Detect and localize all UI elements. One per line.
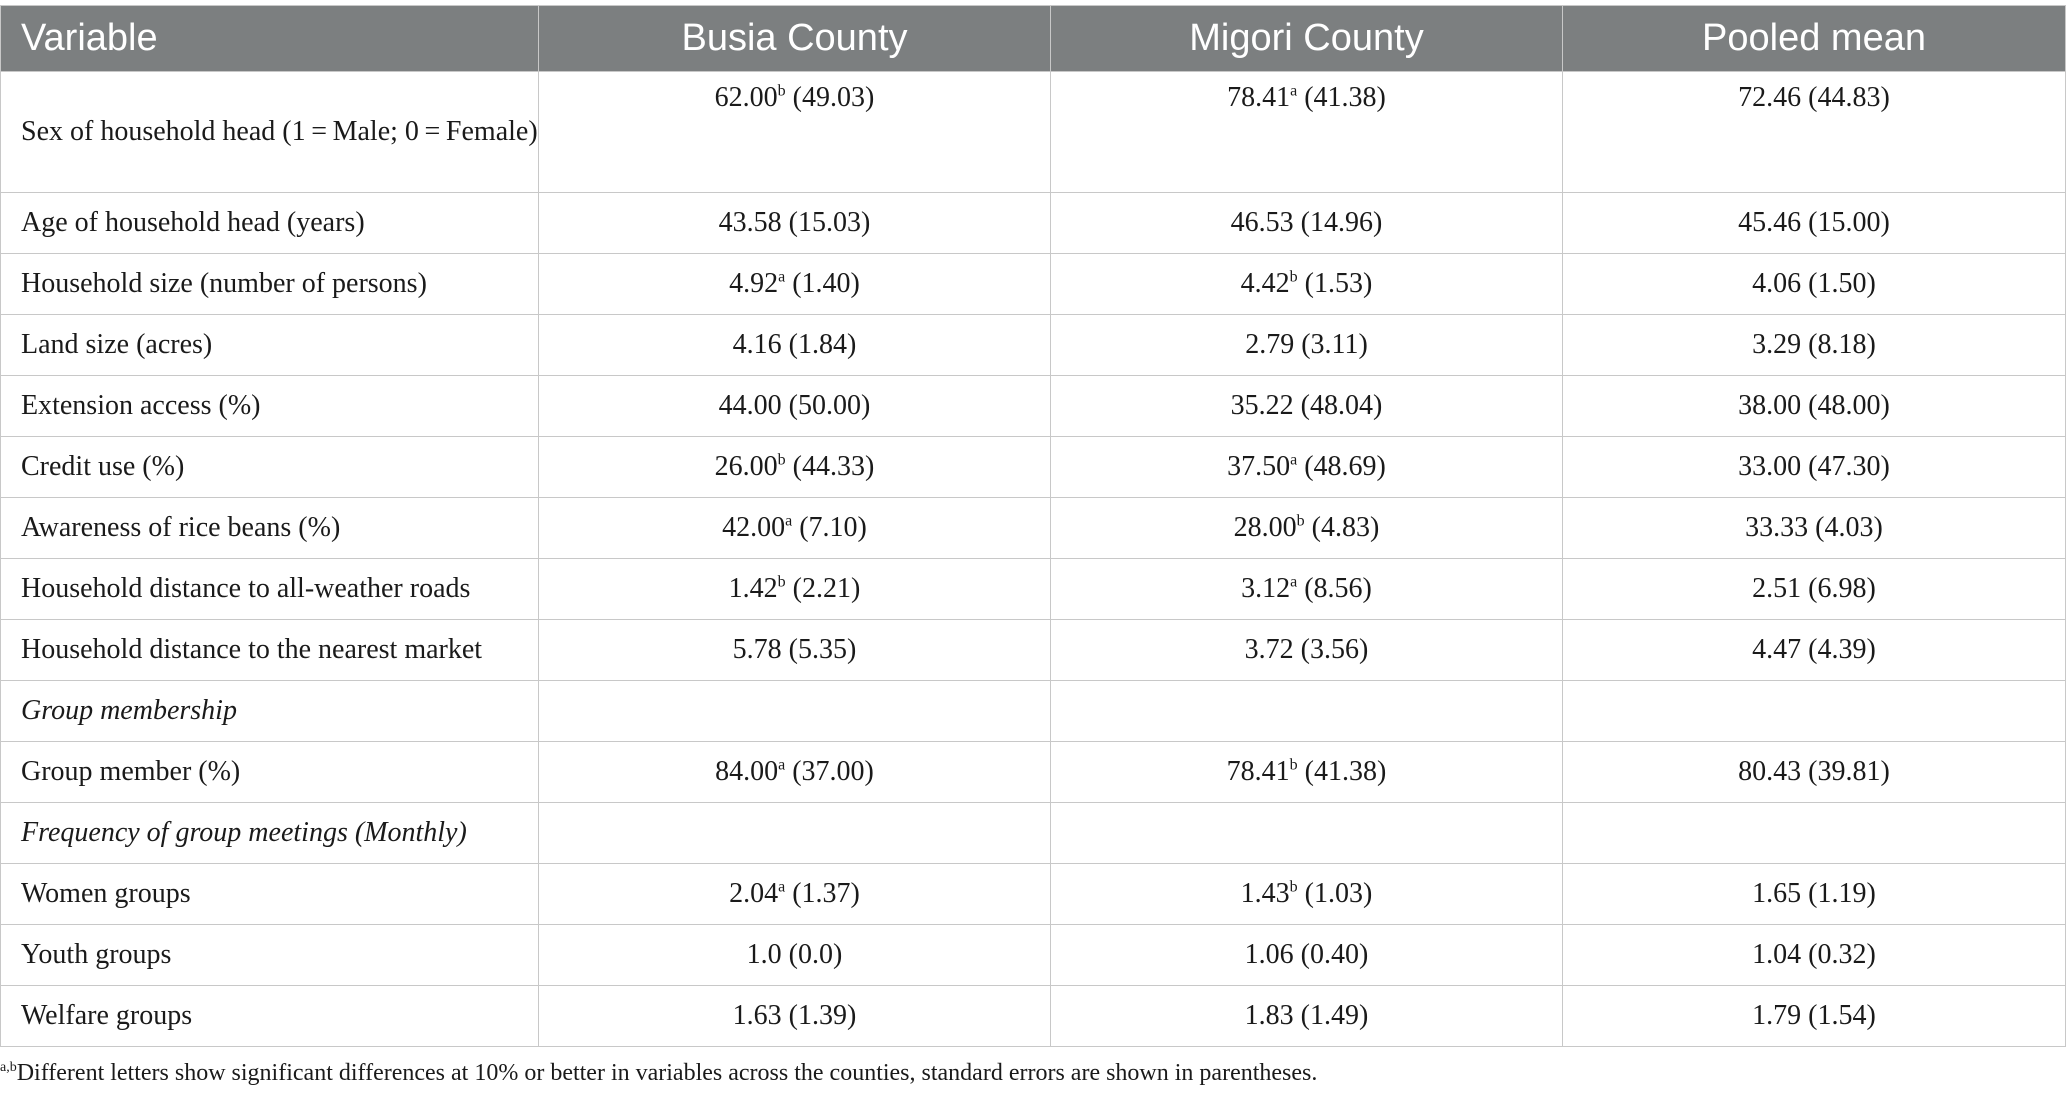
mean-value: 33.33 (1745, 512, 1809, 543)
migori-value-cell (1051, 925, 1563, 986)
migori-value-cell (1051, 193, 1563, 254)
significance-superscript: a (778, 268, 786, 286)
variable-label: Extension access (%) (1, 376, 539, 437)
significance-superscript: a (1290, 573, 1298, 591)
table-row (1, 986, 2066, 1047)
mean-value: 4.47 (1752, 634, 1802, 665)
busia-value-cell (539, 681, 1051, 742)
table-body (1, 72, 2066, 1047)
header-busia-county: Busia County (539, 6, 1051, 72)
standard-error: (41.38) (1297, 756, 1387, 787)
standard-error: (15.00) (1801, 207, 1890, 238)
mean-value: 28.00 (1233, 512, 1297, 543)
mean-value: 84.00 (715, 756, 779, 787)
section-row (1, 803, 2066, 864)
significance-superscript: b (1289, 756, 1298, 774)
mean-value: 1.43 (1240, 878, 1290, 909)
migori-value-cell (1051, 498, 1563, 559)
mean-value: 2.51 (1752, 573, 1802, 604)
busia-value-cell (539, 498, 1051, 559)
pooled-value-cell (1563, 437, 2066, 498)
standard-error: (4.39) (1801, 634, 1876, 665)
table-row (1, 498, 2066, 559)
mean-value: 1.0 (746, 939, 782, 970)
standard-error: (4.03) (1808, 512, 1883, 543)
mean-value: 1.65 (1752, 878, 1802, 909)
mean-value: 4.92 (729, 268, 779, 299)
table-row (1, 925, 2066, 986)
mean-value: 78.41 (1226, 756, 1290, 787)
standard-error: (3.11) (1294, 329, 1368, 360)
mean-value: 1.06 (1244, 939, 1294, 970)
variable-label: Credit use (%) (1, 437, 539, 498)
table-row (1, 620, 2066, 681)
busia-value-cell (539, 742, 1051, 803)
busia-value-cell (539, 437, 1051, 498)
mean-value: 38.00 (1738, 390, 1802, 421)
pooled-value-cell (1563, 986, 2066, 1047)
significance-superscript: b (777, 82, 786, 100)
busia-value-cell (539, 315, 1051, 376)
table-row (1, 315, 2066, 376)
standard-error: (3.56) (1293, 634, 1369, 665)
standard-error: (1.39) (781, 1000, 857, 1031)
busia-value-cell (539, 620, 1051, 681)
pooled-value-cell (1563, 681, 2066, 742)
mean-value: 33.00 (1738, 451, 1802, 482)
standard-error: (41.38) (1297, 82, 1386, 113)
pooled-value-cell (1563, 376, 2066, 437)
busia-value-cell (539, 925, 1051, 986)
table-row (1, 864, 2066, 925)
standard-error: (4.83) (1304, 512, 1380, 543)
table-row (1, 254, 2066, 315)
standard-error: (15.03) (781, 207, 871, 238)
migori-value-cell (1051, 376, 1563, 437)
mean-value: 35.22 (1230, 390, 1294, 421)
standard-error: (0.40) (1293, 939, 1369, 970)
mean-value: 1.04 (1752, 939, 1802, 970)
standard-error: (50.00) (781, 390, 871, 421)
pooled-value-cell (1563, 193, 2066, 254)
header-variable: Variable (1, 6, 539, 72)
busia-value-cell (539, 376, 1051, 437)
mean-value: 4.06 (1752, 268, 1802, 299)
standard-error: (1.37) (785, 878, 860, 909)
significance-superscript: a (778, 756, 786, 774)
standard-error: (48.04) (1293, 390, 1383, 421)
pooled-value-cell (1563, 864, 2066, 925)
mean-value: 78.41 (1227, 82, 1291, 113)
mean-value: 1.83 (1244, 1000, 1294, 1031)
variable-label: Sex of household head (1 = Male; 0 = Female) (1, 72, 539, 193)
variable-label: Group member (%) (1, 742, 539, 803)
section-label: Frequency of group meetings (Monthly) (1, 803, 539, 864)
mean-value: 43.58 (718, 207, 782, 238)
standard-error: (0.0) (781, 939, 843, 970)
mean-value: 3.29 (1752, 329, 1802, 360)
standard-error: (1.50) (1801, 268, 1876, 299)
table-row (1, 376, 2066, 437)
section-row (1, 681, 2066, 742)
table-header (1, 6, 2066, 72)
pooled-value-cell (1563, 254, 2066, 315)
standard-error: (1.54) (1801, 1000, 1876, 1031)
busia-value-cell (539, 559, 1051, 620)
variable-label: Women groups (1, 864, 539, 925)
migori-value-cell (1051, 315, 1563, 376)
mean-value: 2.79 (1245, 329, 1295, 360)
busia-value-cell (539, 864, 1051, 925)
significance-superscript: a (785, 512, 793, 530)
mean-value: 1.63 (732, 1000, 782, 1031)
mean-value: 44.00 (718, 390, 782, 421)
migori-value-cell (1051, 986, 1563, 1047)
pooled-value-cell (1563, 742, 2066, 803)
footnote-marker: a,b (0, 1060, 17, 1075)
busia-value-cell (539, 193, 1051, 254)
variable-label: Awareness of rice beans (%) (1, 498, 539, 559)
standard-error: (44.33) (785, 451, 875, 482)
table-row (1, 559, 2066, 620)
significance-superscript: b (777, 573, 786, 591)
table-row (1, 72, 2066, 193)
pooled-value-cell (1563, 498, 2066, 559)
migori-value-cell (1051, 559, 1563, 620)
migori-value-cell (1051, 803, 1563, 864)
variable-label: Welfare groups (1, 986, 539, 1047)
variable-label: Land size (acres) (1, 315, 539, 376)
standard-error: (47.30) (1801, 451, 1890, 482)
standard-error: (48.00) (1801, 390, 1890, 421)
significance-superscript: a (778, 878, 786, 896)
standard-error: (1.19) (1801, 878, 1876, 909)
standard-error: (49.03) (785, 82, 875, 113)
mean-value: 26.00 (714, 451, 778, 482)
pooled-value-cell (1563, 803, 2066, 864)
variable-label: Household distance to the nearest market (1, 620, 539, 681)
standard-error: (5.35) (781, 634, 857, 665)
mean-value: 42.00 (722, 512, 786, 543)
standard-error: (8.56) (1297, 573, 1372, 604)
standard-error: (14.96) (1293, 207, 1383, 238)
header-migori-county: Migori County (1051, 6, 1563, 72)
mean-value: 2.04 (729, 878, 779, 909)
migori-value-cell (1051, 437, 1563, 498)
standard-error: (37.00) (785, 756, 874, 787)
mean-value: 37.50 (1227, 451, 1291, 482)
busia-value-cell (539, 803, 1051, 864)
migori-value-cell (1051, 742, 1563, 803)
pooled-value-cell (1563, 315, 2066, 376)
mean-value: 1.42 (728, 573, 778, 604)
significance-superscript: a (1290, 82, 1298, 100)
mean-value: 80.43 (1738, 756, 1802, 787)
summary-statistics-table (0, 5, 2066, 1047)
mean-value: 72.46 (1738, 82, 1802, 113)
mean-value: 4.16 (732, 329, 782, 360)
standard-error: (1.40) (785, 268, 860, 299)
table-row (1, 437, 2066, 498)
standard-error: (0.32) (1801, 939, 1876, 970)
busia-value-cell (539, 72, 1051, 193)
mean-value: 3.72 (1244, 634, 1294, 665)
mean-value: 1.79 (1752, 1000, 1802, 1031)
standard-error: (6.98) (1801, 573, 1876, 604)
busia-value-cell (539, 986, 1051, 1047)
mean-value: 45.46 (1738, 207, 1802, 238)
table-row (1, 742, 2066, 803)
migori-value-cell (1051, 864, 1563, 925)
migori-value-cell (1051, 72, 1563, 193)
section-label: Group membership (1, 681, 539, 742)
standard-error: (1.53) (1297, 268, 1373, 299)
migori-value-cell (1051, 681, 1563, 742)
pooled-value-cell (1563, 620, 2066, 681)
significance-superscript: b (777, 451, 786, 469)
standard-error: (44.83) (1801, 82, 1890, 113)
significance-superscript: b (1289, 878, 1298, 896)
header-row (1, 6, 2066, 72)
pooled-value-cell (1563, 925, 2066, 986)
standard-error: (1.03) (1297, 878, 1373, 909)
footnote-text: Different letters show significant differences at 10% or better in variables across the counties, standard errors are shown in parentheses. (16, 1060, 1318, 1086)
standard-error: (8.18) (1801, 329, 1876, 360)
significance-superscript: b (1296, 512, 1305, 530)
header-pooled-mean: Pooled mean (1563, 6, 2066, 72)
mean-value: 46.53 (1230, 207, 1294, 238)
mean-value: 4.42 (1240, 268, 1290, 299)
busia-value-cell (539, 254, 1051, 315)
variable-label: Household size (number of persons) (1, 254, 539, 315)
standard-error: (1.84) (781, 329, 857, 360)
variable-label: Household distance to all-weather roads (1, 559, 539, 620)
standard-error: (2.21) (785, 573, 861, 604)
standard-error: (7.10) (792, 512, 867, 543)
table-row (1, 193, 2066, 254)
migori-value-cell (1051, 254, 1563, 315)
mean-value: 62.00 (714, 82, 778, 113)
migori-value-cell (1051, 620, 1563, 681)
mean-value: 5.78 (732, 634, 782, 665)
significance-superscript: b (1289, 268, 1298, 286)
variable-label: Youth groups (1, 925, 539, 986)
standard-error: (1.49) (1293, 1000, 1369, 1031)
standard-error: (48.69) (1297, 451, 1386, 482)
mean-value: 3.12 (1241, 573, 1291, 604)
variable-label: Age of household head (years) (1, 193, 539, 254)
significance-superscript: a (1290, 451, 1298, 469)
pooled-value-cell (1563, 72, 2066, 193)
pooled-value-cell (1563, 559, 2066, 620)
standard-error: (39.81) (1801, 756, 1890, 787)
table-footnote (0, 1060, 1317, 1087)
